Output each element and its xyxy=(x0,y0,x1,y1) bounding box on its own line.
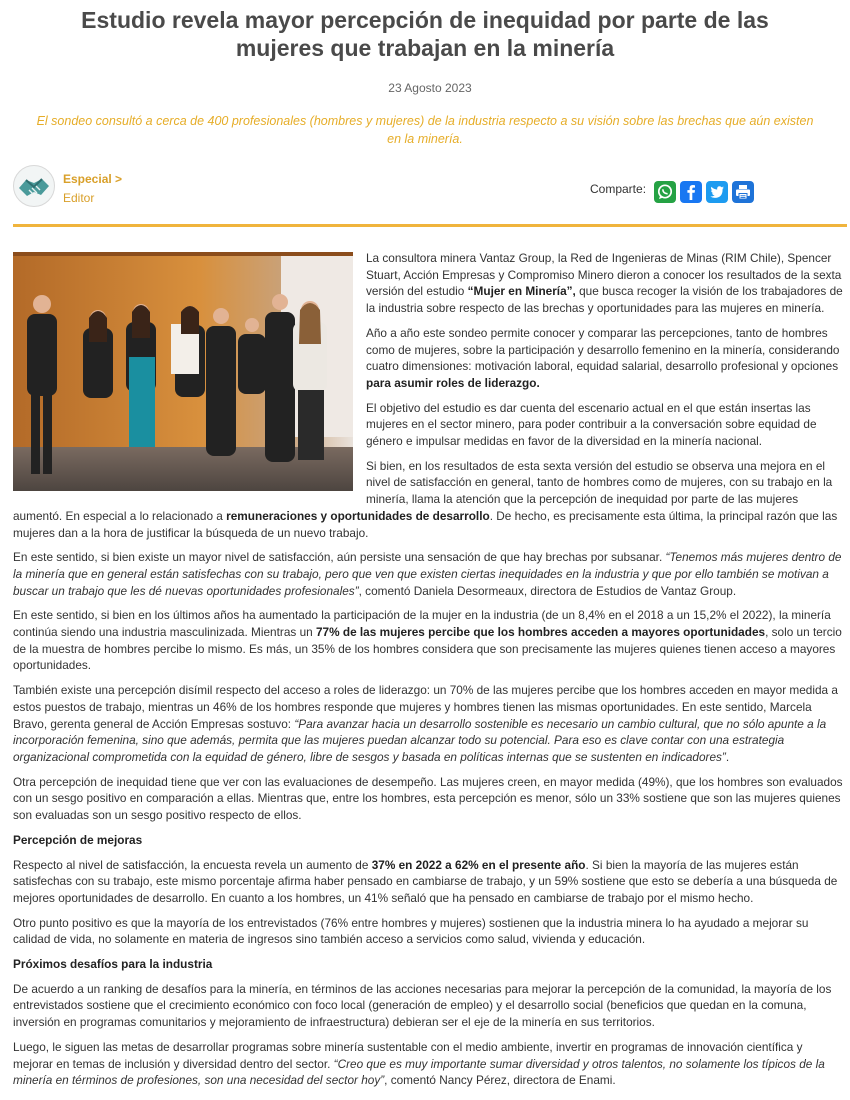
twitter-share-button[interactable] xyxy=(706,181,728,203)
paragraph: De acuerdo a un ranking de desafíos para la minería, en términos de las acciones necesarias para mejorar la percepción de la comunidad, la mayoría de los entrevistados sostiene que el crecimiento económico con foco local (generación de empleo) y el desarrollo social (beneficios que quedan en la comuna, inversión en programas comunitarios y mejoramiento de infraestructura) debieran ser el eje de la minería en sus territorios. xyxy=(13,981,832,1030)
paragraph: Otra percepción de inequidad tiene que ver con las evaluaciones de desempeño. Las mujeres creen, en mayor medida (49%), que los hombres son evaluados con un sesgo positivo en comparación a ellas. Mientras que, entre los hombres, esta percepción es menor, sólo un 33% sostiene que son las mujeres quienes son evaluadas son un sesgo positivo respecto de ellos. xyxy=(13,774,843,823)
article-lead: El sondeo consultó a cerca de 400 profesionales (hombres y mujeres) de la industria respecto a su visión sobre las brechas que aún existen en la minería. xyxy=(36,114,814,146)
whatsapp-share-button[interactable] xyxy=(654,181,676,203)
paragraph: Luego, le siguen las metas de desarrollar programas sobre minería sustentable con el medio ambiente, invertir en programas de innovación científica y mejorar en temas de inclusión y diversidad dentro del sector. “Creo que es muy importante sumar diversidad y otros talentos, no solamente los típicos de la minería en términos de profesiones, son una necesidad del sector hoy”, comentó Nancy Pérez, directora de Enami. xyxy=(13,1039,825,1088)
header-divider xyxy=(13,224,847,227)
facebook-share-button[interactable] xyxy=(680,181,702,203)
paragraph: Otro punto positivo es que la mayoría de los entrevistados (76% entre hombres y mujeres) sostienen que la industria minera lo ha ayudado a mejorar su calidad de vida, no solamente en materia de ingresos sino también acceso a servicios como salud, vivienda y educación. xyxy=(13,915,809,947)
whatsapp-icon xyxy=(654,181,676,203)
print-share-button[interactable] xyxy=(732,181,754,203)
section-heading: Percepción de mejoras xyxy=(13,832,143,847)
author-avatar[interactable] xyxy=(13,165,55,207)
handshake-icon xyxy=(14,166,54,206)
share-label: Comparte: xyxy=(590,182,647,196)
paragraph: Respecto al nivel de satisfacción, la encuesta revela un aumento de 37% en 2022 a 62% en el presente año. Si bien la mayoría de las mujeres están satisfechas con su trabajo, este mismo porcentaje afirma haber pensado en cambiarse de trabajo, y un 59% sostiene que esto se debería a una búsqueda de mejores oportunidades de desarrollo. En cuanto a los hombres, un 41% señaló que ha pensado en cambiarse de trabajo por el mismo hecho. xyxy=(13,857,838,905)
paragraph: En este sentido, si bien existe un mayor nivel de satisfacción, aún persiste una sensación de que hay brechas por subsanar. “Tenemos más mujeres dentro de la minería que en general están satisfechas con su trabajo, pero que ven que existen ciertas inequidades en la industria y que por ello también se motivan a buscar un trabajo que les dé nuevas oportunidades profesionales”, comentó Daniela Desormeaux, directora de Estudios de Vantaz Group. xyxy=(13,550,842,598)
article-date: 23 Agosto 2023 xyxy=(388,81,472,95)
printer-icon xyxy=(732,181,754,203)
author-category-link[interactable]: Especial > xyxy=(63,172,123,186)
twitter-icon xyxy=(706,181,728,203)
paragraph: Año a año este sondeo permite conocer y comparar las percepciones, tanto de hombres como de mujeres, sobre la participación y desarrollo femenino en la minería, considerando cuatro dimensiones: motivación laboral, equidad salarial, desarrollo profesional y opciones para asumir roles de liderazgo. xyxy=(366,325,840,390)
author-bar xyxy=(13,163,847,221)
article-title: Estudio revela mayor percepción de inequidad por parte de las mujeres que trabajan en la minería xyxy=(81,7,769,61)
paragraph: El objetivo del estudio es dar cuenta del escenario actual en el que están insertas las mujeres en el sector minero, para poder contribuir a la conversación sobre equidad de género e impulsar medidas en favor de la diversidad en la minería nacional. xyxy=(366,400,817,449)
facebook-icon xyxy=(680,181,702,203)
article-body xyxy=(13,250,845,1097)
author-role: Editor xyxy=(63,191,95,205)
paragraph: En este sentido, si bien en los últimos años ha aumentado la participación de la mujer en la industria (de un 8,4% en el 2018 a un 15,2% el 2022), la minería continúa siendo una industria masculinizada. Mientras un 77% de las mujeres percibe que los hombres acceden a mayores oportunidades, solo un tercio de la muestra de hombres percibe lo mismo. Es más, un 35% de los hombres considera que son precisamente las mujeres quienes tienen acceso a mayores oportunidades. xyxy=(13,608,842,673)
paragraph: La consultora minera Vantaz Group, la Red de Ingenieras de Minas (RIM Chile), Spencer Stuart, Acción Empresas y Compromiso Minero dieron a conocer los resultados de la sexta versión del estudio “Mujer en Minería”, que busca recoger la visión de los trabajadores de la industria sobre respecto de las brechas y oportunidades para las mujeres en minería. xyxy=(366,251,843,316)
paragraph: También existe una percepción disímil respecto del acceso a roles de liderazgo: un 70% de las mujeres percibe que los hombres acceden en mayor medida a estos puestos de trabajo, mientras un 46% de los hombres responde que mujeres y hombres tienen las mismas oportunidades. En este sentido, Marcela Bravo, gerenta general de Acción Empresas sostuvo: “Para avanzar hacia un desarrollo sostenible es necesario un cambio cultural, que no sólo apunte a la incorporación femenina, sino que además, permita que las mujeres puedan alcanzar todo su potencial. Para eso es clave contar con una estrategia organizacional comprometida con la equidad de género, libre de sesgos y basada en políticas internas que se sustenten en indicadores”. xyxy=(13,683,838,764)
paragraph: Si bien, en los resultados de esta sexta versión del estudio se observa una mejora en el nivel de satisfacción en general, tanto de hombres como de mujeres, con su trabajo en la minería, llama la atención que la percepción de inequidad por parte de las mujeres aumentó. En especial a lo relacionado a remuneraciones y oportunidades de desarrollo. De hecho, es precisamente esta última, la principal razón que las mujeres dan a la hora de justificar la búsqueda de un nuevo trabajo. xyxy=(13,458,838,540)
section-heading: Próximos desafíos para la industria xyxy=(13,957,213,972)
